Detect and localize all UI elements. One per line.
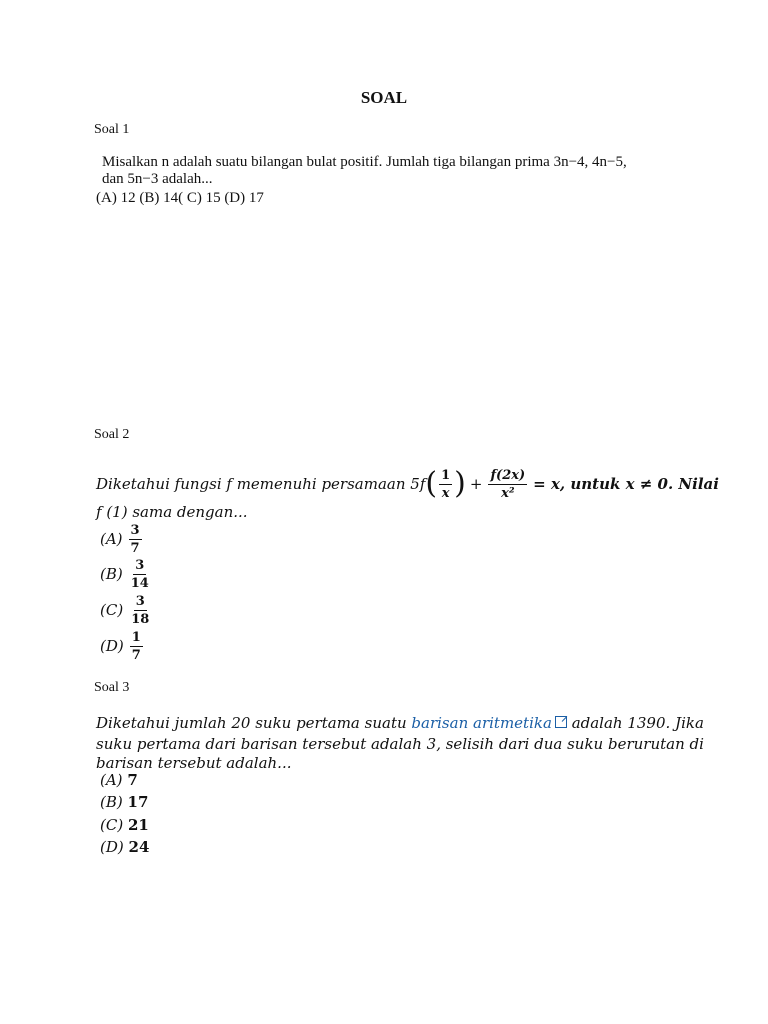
- option-label: (A): [100, 771, 123, 789]
- fraction-denominator: x: [441, 485, 450, 501]
- soal-1-question-line-2: dan 5n−3 adalah...: [102, 171, 213, 187]
- plus-sign: +: [469, 475, 483, 493]
- option-value: 17: [127, 793, 149, 811]
- soal-2-equation-tail: = x, untuk x ≠ 0. Nilai: [533, 475, 719, 493]
- fraction-denominator: x²: [501, 485, 515, 501]
- fraction-denominator: 7: [130, 540, 140, 556]
- soal-1-label: Soal 1: [94, 122, 130, 137]
- option-label: (A): [100, 530, 123, 548]
- soal-2-option-d: [100, 629, 145, 663]
- option-value: 7: [127, 771, 138, 789]
- soal-3-question-line-2: suku pertama dari barisan tersebut adalah 3, selisih dari dua suku berurutan di: [96, 735, 704, 753]
- soal-3-option-a: [100, 771, 138, 789]
- soal-2-option-a: [100, 522, 144, 556]
- option-label: (C): [100, 816, 124, 834]
- option-label: (C): [100, 601, 124, 619]
- fraction-numerator: 3: [135, 557, 145, 573]
- link-text: barisan aritmetika: [411, 714, 552, 732]
- fraction-numerator: 3: [135, 593, 145, 609]
- option-fraction: [129, 524, 142, 555]
- soal-3-question-line-1: [96, 714, 704, 732]
- fraction-1-over-x: [439, 469, 452, 500]
- soal-3-line-1-pre: Diketahui jumlah 20 suku pertama suatu: [96, 714, 407, 732]
- soal-1-question-line-1: Misalkan n adalah suatu bilangan bulat positif. Jumlah tiga bilangan prima 3n−4, 4n−5,: [102, 154, 627, 170]
- soal-3-option-d: [100, 838, 149, 856]
- option-label: (D): [100, 637, 124, 655]
- soal-3-option-c: [100, 816, 149, 834]
- fraction-denominator: 18: [131, 611, 150, 627]
- option-label: (B): [100, 565, 123, 583]
- right-paren: ): [454, 466, 466, 501]
- fraction-f2x-over-x2: [488, 469, 527, 500]
- soal-3-option-b: [100, 793, 148, 811]
- page-title: SOAL: [360, 88, 408, 107]
- option-value: 21: [127, 816, 149, 834]
- option-value: 24: [128, 838, 150, 856]
- soal-3-question-line-3: barisan tersebut adalah...: [96, 754, 292, 772]
- external-link-icon: [555, 716, 567, 728]
- fraction-denominator: 14: [130, 575, 149, 591]
- soal-2-equation-line: [96, 460, 719, 508]
- soal-2-question-line-2: f (1) sama dengan...: [96, 503, 248, 521]
- soal-2-option-c: [100, 593, 153, 627]
- soal-3-line-1-post: adalah 1390. Jika: [571, 714, 704, 732]
- soal-2-intro: Diketahui fungsi f memenuhi persamaan 5f: [96, 475, 426, 493]
- fraction-numerator: 3: [130, 522, 140, 538]
- left-paren: (: [425, 466, 438, 501]
- option-fraction: [130, 631, 143, 662]
- option-fraction: [129, 595, 151, 626]
- soal-2-label: Soal 2: [94, 427, 130, 442]
- fraction-numerator: f(2x): [490, 467, 526, 483]
- fraction-numerator: 1: [131, 629, 141, 645]
- option-fraction: [129, 559, 151, 590]
- option-label: (D): [100, 838, 124, 856]
- fraction-numerator: 1: [441, 467, 451, 483]
- fraction-denominator: 7: [131, 647, 141, 663]
- option-label: (B): [100, 793, 123, 811]
- soal-2-option-b: [100, 557, 153, 591]
- soal-1-options: (A) 12 (B) 14( C) 15 (D) 17: [96, 190, 264, 206]
- barisan-aritmetika-link[interactable]: [411, 714, 566, 732]
- soal-3-label: Soal 3: [94, 680, 130, 695]
